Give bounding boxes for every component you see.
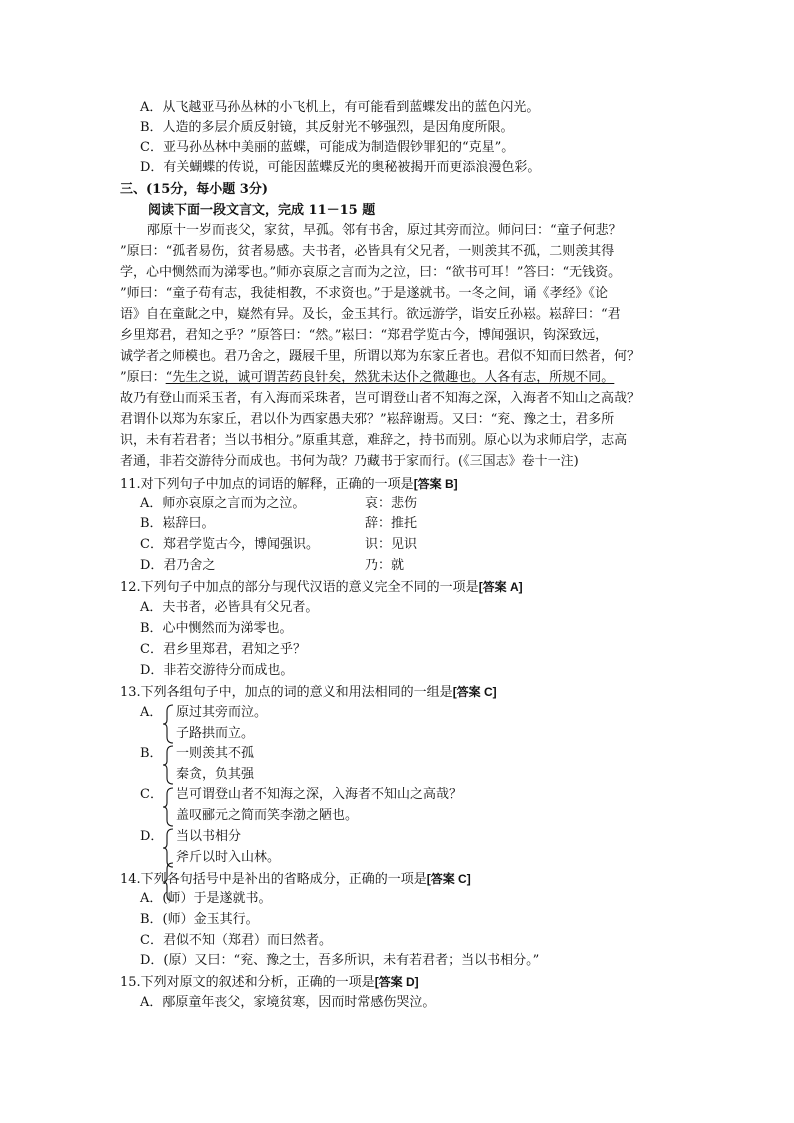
brace-icon: [162, 787, 174, 827]
reading-instruction: 阅读下面一段文言文，完成 11－15 题: [148, 203, 376, 218]
q12-stem: 12.下列句子中加点的部分与现代汉语的意义完全不同的一项是[答案 A]: [120, 580, 523, 595]
q13-c-line1: 岂可谓登山者不知海之深，入海者不知山之高哉？: [176, 787, 463, 802]
q13-label-a: A．: [140, 705, 163, 720]
q13-b-line2: 秦贪，负其强: [176, 767, 255, 782]
passage-line: 诚学者之师模也。君乃舍之，蹑屐千里，所谓以郑为东家丘者也。君似不知而曰然者，何？: [120, 349, 641, 364]
q12-option-b: B．心中恻然而为涕零也。: [140, 621, 293, 636]
section-title: 三、(15分，每小题 3分): [120, 182, 268, 197]
q14-stem: 14.下列各句括号中是补出的省略成分，正确的一项是[答案 C]: [120, 872, 471, 887]
q14-option-d: D．(原）又曰：“兖、豫之士，吾多所识，未有若君者；当以书相分。”: [140, 953, 540, 968]
passage-line: 学，心中恻然而为涕零也。”师亦哀原之言而为之泣，曰：“欲书可耳！”答曰：“无钱资。: [120, 265, 622, 280]
passage-line: 者通，非若交游待分而成也。书何为哉？乃藏书于家而行。(《三国志》卷十一注): [120, 454, 579, 469]
q11-option-d-gloss: 乃：就: [365, 558, 405, 573]
q15-answer: [答案 D]: [374, 975, 419, 989]
q14-option-b: B．(师）金玉其行。: [140, 912, 259, 927]
q12-option-d: D．非若交游待分而成也。: [140, 663, 294, 678]
passage-line: 识，未有若君者；当以书相分。”原重其意，难辞之，持书而别。原心以为求师启学，志高: [120, 433, 628, 448]
passage-line: 语》自在童龀之中，嶷然有异。及长，金玉其行。欲远游学，诣安丘孙崧。崧辞曰：“君: [120, 307, 621, 322]
q14-option-c: C．君似不知（郑君）而曰然者。: [140, 933, 332, 948]
passage-prefix: ”原曰：: [120, 370, 166, 385]
brace-icon: [162, 745, 174, 785]
q11-stem: 11.对下列句子中加点的词语的解释，正确的一项是[答案 B]: [120, 477, 458, 492]
q13-answer: [答案 C]: [452, 685, 497, 699]
q15-option-a: A．邴原童年丧父，家境贫寒，因而时常感伤哭泣。: [140, 995, 436, 1010]
q15-stem: 15.下列对原文的叙述和分析，正确的一项是[答案 D]: [120, 975, 419, 990]
q10-option-d: D．有关蝴蝶的传说，可能因蓝蝶反光的奥秘被揭开而更添浪漫色彩。: [140, 160, 541, 175]
q11-option-b: B．崧辞曰。: [140, 516, 215, 531]
brace-icon: [162, 704, 174, 744]
q12-answer: [答案 A]: [478, 580, 523, 594]
q13-label-b: B．: [140, 746, 163, 761]
passage-line: 乡里郑君，君知之乎？”原答曰：“然。”崧曰：“郑君学览古今，博闻强识，钩深致远，: [120, 328, 609, 343]
q11-option-a-gloss: 哀：悲伤: [365, 496, 418, 511]
q13-b-line1: 一则羡其不孤: [176, 746, 255, 761]
underlined-sentence: “先生之说，诚可谓苦药良针矣，然犹未达仆之微趣也。人各有志，所规不同。: [165, 370, 615, 385]
q11-option-a: A．师亦哀原之言而为之泣。: [140, 496, 306, 511]
q12-option-c: C．君乡里郑君，君知之乎？: [140, 642, 306, 657]
q13-stem: 13.下列各组句子中，加点的词的意义和用法相同的一组是[答案 C]: [120, 685, 497, 700]
q14-option-a: A．(师）于是遂就书。: [140, 891, 272, 906]
passage-line: ”师曰：“童子苟有志，我徒相教，不求资也。”于是遂就书。一冬之间，诵《孝经》《论: [120, 286, 608, 301]
q11-answer: [答案 B]: [413, 477, 458, 491]
passage-line-underlined: [120, 368, 614, 388]
q11-option-c-gloss: 识：见识: [365, 537, 418, 552]
passage-line: 邴原十一岁而丧父，家贫，早孤。邻有书舍，原过其旁而泣。师问曰：“童子何悲？: [147, 223, 622, 238]
q13-a-line2: 子路拱而立。: [176, 726, 255, 741]
q10-option-c: C．亚马孙丛林中美丽的蓝蝶，可能成为制造假钞罪犯的“克星”。: [140, 140, 515, 155]
q14-answer: [答案 C]: [426, 872, 471, 886]
passage-line: 故乃有登山而采玉者，有入海而采珠者，岂可谓登山者不知海之深，入海者不知山之高哉？: [120, 391, 641, 406]
q11-option-b-gloss: 辞：推托: [365, 516, 418, 531]
q11-option-c: C．郑君学览古今，博闻强识。: [140, 537, 319, 552]
q13-d-line1: 当以书相分: [176, 829, 242, 844]
q13-label-c: C．: [140, 787, 163, 802]
q10-option-b: B．人造的多层介质反射镜，其反射光不够强烈，是因角度所限。: [140, 120, 514, 135]
q10-option-a: A．从飞越亚马孙丛林的小飞机上，有可能看到蓝蝶发出的蓝色闪光。: [140, 100, 540, 115]
q11-option-d: D．君乃舍之: [140, 558, 216, 573]
q12-option-a: A．夫书者，必皆具有父兄者。: [140, 600, 319, 615]
q13-d-line2: 斧斤以时入山林。: [176, 850, 281, 865]
q13-a-line1: 原过其旁而泣。: [176, 705, 268, 720]
q13-c-line2: 盖叹郦元之简而笑李渤之陋也。: [176, 808, 359, 823]
q13-label-d: D．: [140, 829, 164, 844]
passage-line: 君谓仆以郑为东家丘，君以仆为西家愚夫邪？”崧辞谢焉。又曰：“兖、豫之士，君多所: [120, 412, 615, 427]
passage-line: ”原曰：“孤者易伤，贫者易感。夫书者，必皆具有父兄者，一则羡其不孤，二则羡其得: [120, 244, 615, 259]
